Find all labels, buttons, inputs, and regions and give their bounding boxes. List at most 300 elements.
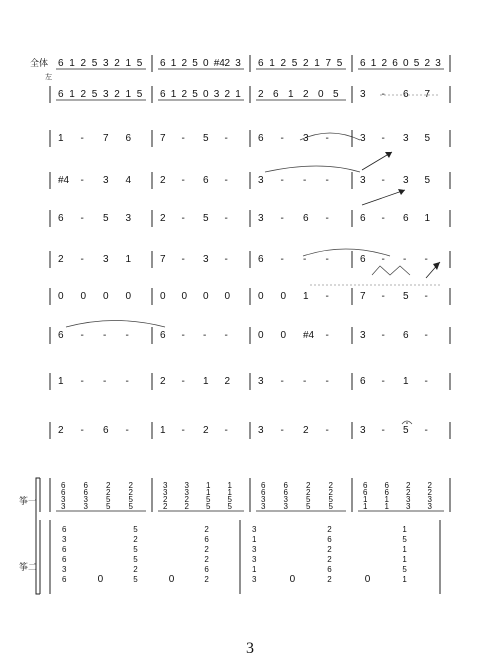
chord-note: 1 — [227, 481, 232, 490]
note: 1 — [69, 58, 75, 69]
chord-note: 2 — [133, 565, 138, 574]
note: 1 — [58, 133, 64, 144]
note: 4 — [125, 175, 132, 186]
chord-note: 2 — [306, 481, 311, 490]
note: 2 — [203, 425, 209, 436]
note: 3 — [403, 133, 409, 144]
note: #4 — [58, 175, 70, 186]
chord-note: 1 — [363, 495, 368, 504]
note: 5 — [103, 213, 109, 224]
chord-note: 3 — [163, 488, 168, 497]
note: 2 — [224, 58, 231, 69]
note: - — [181, 175, 185, 186]
note: 3 — [258, 425, 264, 436]
glissando-zigzag — [372, 266, 410, 275]
chord-note: 2 — [204, 555, 209, 564]
slur — [66, 321, 165, 328]
note: 2 — [160, 376, 166, 387]
note: 1 — [303, 291, 309, 302]
note: 6 — [273, 89, 279, 100]
chord-note: 5 — [402, 565, 407, 574]
note: 3 — [103, 254, 109, 265]
tutti-label: 全体 — [30, 59, 49, 69]
note: 0 — [280, 330, 287, 341]
chord-note: 6 — [283, 488, 288, 497]
note: 3 — [103, 89, 109, 100]
note: 2 — [80, 58, 87, 69]
note: 5 — [424, 175, 431, 186]
left-hand-label: 左 — [45, 73, 52, 81]
chord-note: 6 — [61, 488, 66, 497]
note: 0 — [80, 291, 87, 302]
note: - — [381, 133, 385, 144]
chord-note: 5 — [128, 502, 133, 511]
note: 5 — [336, 58, 343, 69]
zheng1-label: 筝一 — [19, 497, 38, 507]
note: 5 — [192, 89, 198, 100]
note: 3 — [360, 330, 366, 341]
note: 1 — [235, 89, 241, 100]
chord-note: 6 — [83, 481, 88, 490]
note: 6 — [203, 175, 209, 186]
note: - — [224, 213, 228, 224]
note: 6 — [360, 254, 366, 265]
note: 6 — [403, 89, 409, 100]
chord-note: 2 — [106, 488, 111, 497]
note: 6 — [58, 213, 64, 224]
note: 2 — [224, 376, 231, 387]
arrow-head — [385, 152, 392, 158]
note: 0 — [318, 89, 324, 100]
chord-note: 2 — [128, 488, 133, 497]
note: 1 — [203, 376, 209, 387]
chord-note: 3 — [406, 502, 411, 511]
chord-note: 3 — [261, 495, 266, 504]
note: - — [381, 89, 385, 100]
note: 7 — [103, 133, 109, 144]
note: 2 — [258, 89, 264, 100]
note: - — [80, 330, 84, 341]
note: - — [381, 175, 385, 186]
note: 0 — [280, 291, 287, 302]
chord-note: 5 — [133, 575, 138, 584]
fermata-dot — [406, 422, 408, 424]
note: - — [325, 425, 329, 436]
glissando-arrow — [362, 190, 405, 205]
note: - — [424, 330, 428, 341]
note: 1 — [160, 425, 166, 436]
note: 0 — [203, 291, 209, 302]
note: - — [381, 330, 385, 341]
chord-note: 6 — [204, 535, 209, 544]
chord-note: 1 — [402, 545, 407, 554]
note: 5 — [192, 58, 198, 69]
chord-note: 5 — [128, 495, 133, 504]
chord-note: 6 — [327, 535, 332, 544]
note: - — [280, 213, 284, 224]
chord-note: 5 — [306, 495, 311, 504]
chord-note: 1 — [402, 525, 407, 534]
chord-note: 5 — [227, 502, 232, 511]
note: 2 — [280, 58, 287, 69]
note: 2 — [160, 175, 166, 186]
note: 3 — [103, 58, 109, 69]
note: 2 — [160, 213, 166, 224]
note: - — [280, 175, 284, 186]
chord-note: 1 — [206, 481, 211, 490]
note: - — [403, 254, 407, 265]
chord-note: 6 — [61, 481, 66, 490]
note: #4 — [303, 330, 315, 341]
note: 5 — [91, 89, 98, 100]
slur — [265, 166, 360, 172]
note: 3 — [360, 425, 366, 436]
note: - — [224, 330, 228, 341]
note: 3 — [360, 89, 366, 100]
note: 1 — [170, 58, 177, 69]
note: 1 — [288, 89, 294, 100]
note: - — [325, 133, 329, 144]
note: 0 — [258, 291, 264, 302]
note: 5 — [203, 213, 209, 224]
note: 5 — [203, 133, 209, 144]
note: 5 — [403, 291, 409, 302]
chord-note: 6 — [62, 545, 67, 554]
chord-note: 1 — [206, 488, 211, 497]
note: 6 — [58, 58, 64, 69]
note: 0 — [181, 291, 188, 302]
note: 0 — [160, 291, 166, 302]
chord-note: 2 — [328, 488, 333, 497]
note: - — [325, 291, 329, 302]
rest: 0 — [289, 574, 296, 585]
chord-note: 2 — [406, 481, 411, 490]
note: - — [325, 213, 329, 224]
note: 1 — [125, 89, 132, 100]
note: - — [125, 376, 129, 387]
note: 2 — [114, 58, 120, 69]
note: 3 — [403, 175, 409, 186]
chord-note: 6 — [204, 565, 209, 574]
zheng-bracket — [36, 478, 40, 594]
note: 6 — [403, 330, 409, 341]
note: - — [381, 254, 385, 265]
chord-note: 2 — [106, 481, 111, 490]
note: - — [303, 254, 307, 265]
note: 1 — [170, 89, 177, 100]
chord-note: 2 — [327, 555, 332, 564]
note: - — [280, 376, 284, 387]
page-number: 3 — [246, 640, 254, 657]
note: - — [303, 376, 307, 387]
note: 2 — [303, 58, 309, 69]
note: 7 — [325, 58, 332, 69]
note: - — [280, 254, 284, 265]
note: - — [181, 254, 185, 265]
chord-note: 6 — [283, 481, 288, 490]
note: - — [181, 213, 185, 224]
chord-note: 2 — [327, 575, 332, 584]
note: - — [80, 175, 84, 186]
note: 6 — [258, 133, 264, 144]
note: 7 — [160, 254, 166, 265]
chord-note: 3 — [252, 525, 257, 534]
chord-note: 6 — [363, 488, 368, 497]
chord-note: 3 — [61, 495, 66, 504]
note: 2 — [224, 89, 231, 100]
note: 7 — [360, 291, 366, 302]
note: 2 — [303, 425, 309, 436]
rest: 0 — [168, 574, 175, 585]
chord-note: 5 — [106, 495, 111, 504]
note: - — [224, 175, 228, 186]
note: 3 — [360, 133, 366, 144]
chord-note: 2 — [327, 525, 332, 534]
note: - — [303, 175, 307, 186]
chord-note: 1 — [402, 555, 407, 564]
note: - — [224, 133, 228, 144]
note: - — [181, 133, 185, 144]
note: - — [103, 330, 107, 341]
note: - — [80, 376, 84, 387]
chord-note: 5 — [133, 555, 138, 564]
note: 3 — [235, 58, 241, 69]
slur — [303, 249, 390, 256]
chord-note: 3 — [252, 545, 257, 554]
note: 6 — [160, 330, 166, 341]
note: 1 — [424, 213, 431, 224]
note: 0 — [258, 330, 264, 341]
note: 6 — [258, 254, 264, 265]
note: - — [125, 330, 129, 341]
note: 0 — [203, 58, 209, 69]
slur — [300, 133, 360, 140]
chord-note: 2 — [204, 575, 209, 584]
chord-note: 2 — [184, 502, 189, 511]
note: 7 — [160, 133, 166, 144]
chord-note: 6 — [384, 481, 389, 490]
chord-note: 1 — [402, 575, 407, 584]
chord-note: 1 — [384, 502, 389, 511]
note: 5 — [136, 58, 143, 69]
chord-note: 3 — [83, 495, 88, 504]
note: 5 — [403, 425, 409, 436]
chord-note: 5 — [328, 495, 333, 504]
chord-note: 3 — [406, 495, 411, 504]
note: - — [325, 376, 329, 387]
note: 1 — [125, 58, 132, 69]
chord-note: 6 — [62, 555, 67, 564]
note: 6 — [160, 89, 166, 100]
chord-note: 1 — [252, 565, 257, 574]
note: 1 — [370, 58, 377, 69]
note: 3 — [258, 213, 264, 224]
chord-note: 3 — [83, 502, 88, 511]
note: 7 — [424, 89, 431, 100]
note: - — [80, 213, 84, 224]
chord-note: 1 — [227, 488, 232, 497]
note: 0 — [125, 291, 132, 302]
note: 3 — [303, 133, 309, 144]
chord-note: 5 — [328, 502, 333, 511]
note: 5 — [424, 133, 431, 144]
note: 5 — [291, 58, 298, 69]
note: - — [325, 254, 329, 265]
note: 6 — [125, 133, 132, 144]
note: - — [381, 291, 385, 302]
chord-note: 5 — [227, 495, 232, 504]
note: - — [280, 425, 284, 436]
note: - — [203, 330, 207, 341]
note: 3 — [258, 376, 264, 387]
note: 6 — [392, 58, 398, 69]
note: - — [181, 425, 185, 436]
note: - — [424, 425, 428, 436]
note: 3 — [360, 175, 366, 186]
chord-note: 3 — [252, 575, 257, 584]
note: 2 — [58, 254, 64, 265]
note: #4 — [213, 58, 225, 69]
note: 5 — [333, 89, 339, 100]
note: - — [381, 213, 385, 224]
note: 6 — [303, 213, 309, 224]
chord-note: 1 — [363, 502, 368, 511]
note: 3 — [125, 213, 132, 224]
chord-note: 2 — [327, 545, 332, 554]
chord-note: 6 — [384, 488, 389, 497]
chord-note: 2 — [427, 481, 432, 490]
note: 0 — [58, 291, 64, 302]
note: - — [80, 425, 84, 436]
note: - — [80, 254, 84, 265]
note: 2 — [424, 58, 431, 69]
note: - — [181, 330, 185, 341]
note: 6 — [58, 89, 64, 100]
note: 6 — [58, 330, 64, 341]
note: 1 — [269, 58, 275, 69]
chord-note: 5 — [106, 502, 111, 511]
note: 0 — [224, 291, 231, 302]
chord-note: 3 — [427, 495, 432, 504]
chord-note: 6 — [261, 488, 266, 497]
chord-note: 3 — [427, 502, 432, 511]
zheng2-label: 筝二 — [19, 563, 38, 573]
note: 0 — [103, 291, 109, 302]
chord-note: 2 — [427, 488, 432, 497]
chord-note: 2 — [328, 481, 333, 490]
note: 2 — [181, 58, 188, 69]
note: 5 — [136, 89, 143, 100]
note: 6 — [360, 58, 366, 69]
note: 6 — [360, 376, 366, 387]
note: - — [125, 425, 129, 436]
chord-note: 3 — [283, 495, 288, 504]
chord-note: 5 — [133, 545, 138, 554]
chord-note: 5 — [206, 495, 211, 504]
note: 6 — [103, 425, 109, 436]
chord-note: 3 — [62, 565, 67, 574]
note: 5 — [413, 58, 420, 69]
chord-note: 1 — [384, 495, 389, 504]
chord-note: 5 — [133, 525, 138, 534]
note: - — [280, 133, 284, 144]
note: 3 — [258, 175, 264, 186]
note: 1 — [125, 254, 132, 265]
note: - — [381, 376, 385, 387]
chord-note: 3 — [61, 502, 66, 511]
note: - — [325, 330, 329, 341]
chord-note: 3 — [261, 502, 266, 511]
note: - — [381, 425, 385, 436]
chord-note: 2 — [406, 488, 411, 497]
note: - — [224, 425, 228, 436]
chord-note: 6 — [363, 481, 368, 490]
note: 1 — [314, 58, 320, 69]
note: - — [424, 291, 428, 302]
note: 3 — [435, 58, 441, 69]
note: 2 — [181, 89, 188, 100]
chord-note: 6 — [62, 575, 67, 584]
note: 6 — [360, 213, 366, 224]
note: 1 — [403, 376, 409, 387]
chord-note: 2 — [133, 535, 138, 544]
note: 2 — [114, 89, 120, 100]
note: 6 — [160, 58, 166, 69]
chord-note: 6 — [62, 525, 67, 534]
note: 6 — [403, 213, 409, 224]
chord-note: 5 — [402, 535, 407, 544]
chord-note: 3 — [62, 535, 67, 544]
note: 2 — [58, 425, 64, 436]
chord-note: 2 — [184, 495, 189, 504]
note: - — [181, 376, 185, 387]
chord-note: 2 — [128, 481, 133, 490]
note: 1 — [69, 89, 75, 100]
chord-note: 3 — [163, 481, 168, 490]
rest: 0 — [97, 574, 104, 585]
chord-note: 2 — [163, 502, 168, 511]
note: 2 — [80, 89, 87, 100]
chord-note: 3 — [184, 488, 189, 497]
note: 3 — [103, 175, 109, 186]
chord-note: 2 — [204, 545, 209, 554]
note: - — [103, 376, 107, 387]
chord-note: 3 — [252, 555, 257, 564]
note: 5 — [91, 58, 98, 69]
note: - — [80, 133, 84, 144]
chord-note: 2 — [163, 495, 168, 504]
note: 6 — [258, 58, 264, 69]
note: - — [424, 254, 428, 265]
note: - — [325, 175, 329, 186]
chord-note: 1 — [252, 535, 257, 544]
chord-note: 2 — [306, 488, 311, 497]
note: 0 — [203, 89, 209, 100]
chord-note: 3 — [283, 502, 288, 511]
note: 3 — [203, 254, 209, 265]
chord-note: 3 — [184, 481, 189, 490]
chord-note: 6 — [327, 565, 332, 574]
note: 2 — [303, 89, 309, 100]
note: 0 — [403, 58, 409, 69]
chord-note: 5 — [206, 502, 211, 511]
rest: 0 — [364, 574, 371, 585]
chord-note: 5 — [306, 502, 311, 511]
chord-note: 6 — [83, 488, 88, 497]
chord-note: 6 — [261, 481, 266, 490]
chord-note: 2 — [204, 525, 209, 534]
note: 3 — [213, 89, 220, 100]
